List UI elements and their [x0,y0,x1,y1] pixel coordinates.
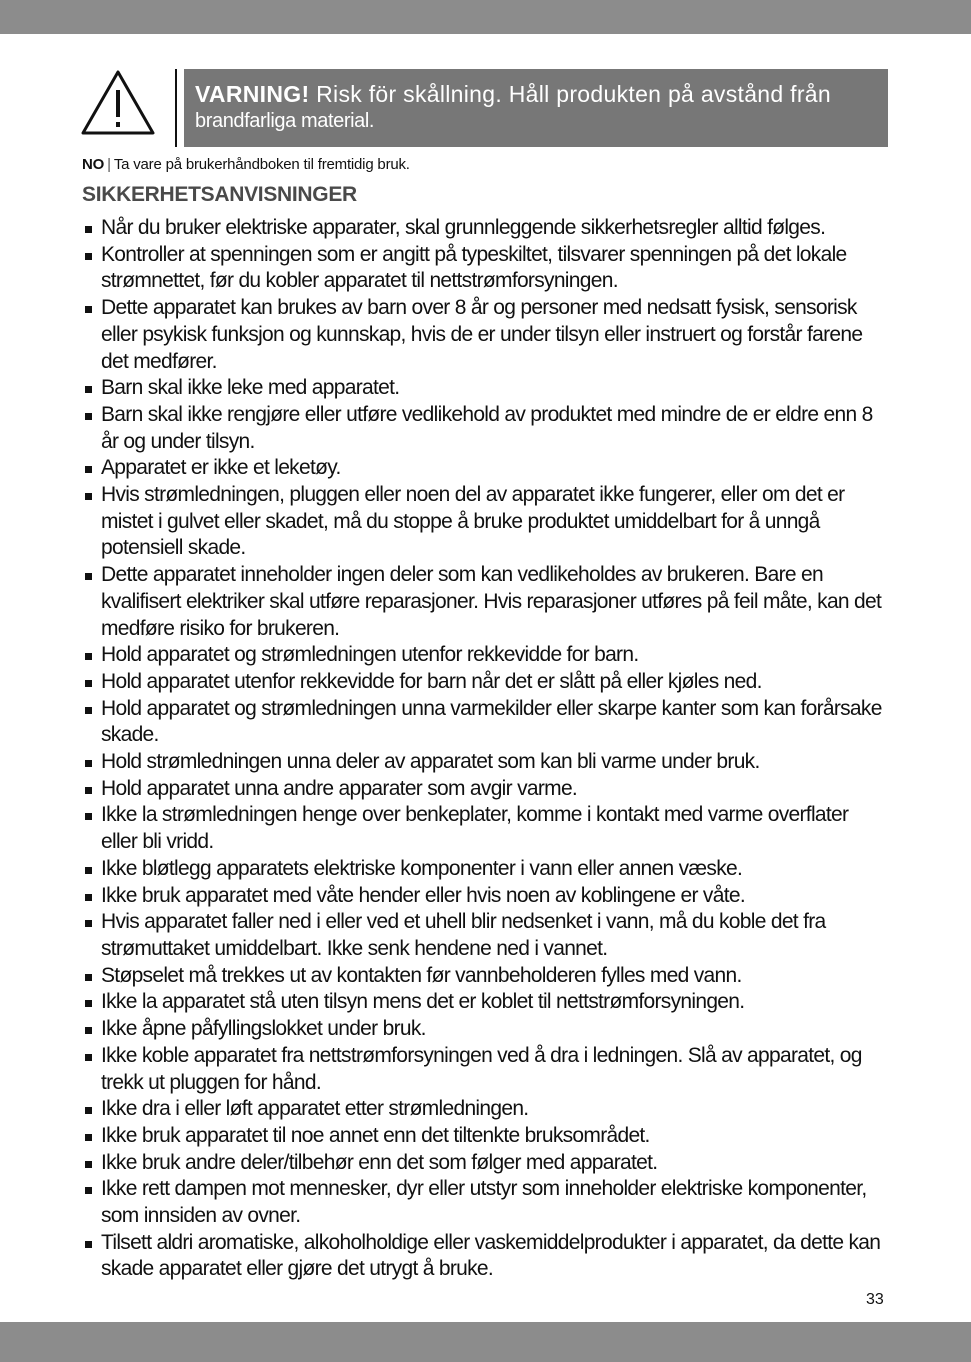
header-bar [0,0,971,34]
list-item: Ikke rett dampen mot mennesker, dyr eller utstyr som inneholder elektriske komponenter, som innsiden av ovner. [82,1176,888,1229]
warning-text: Risk för skållning. Håll produkten på avstånd från [316,81,831,107]
list-item: Ikke bruk apparatet til noe annet enn det tiltenkte bruksområdet. [82,1123,888,1150]
list-item: Ikke bruk andre deler/tilbehør enn det som følger med apparatet. [82,1150,888,1177]
list-item: Dette apparatet kan brukes av barn over 8 år og personer med nedsatt fysisk, sensorisk eller psykisk funksjon og kunnskap, hvis de er under tilsyn eller instruert og forstår farene det medfører. [82,295,888,375]
list-item: Dette apparatet inneholder ingen deler som kan vedlikeholdes av brukeren. Bare en kvalifisert elektriker skal utføre reparasjoner. Hvis reparasjoner utføres på feil måte, kan det medføre risiko for brukeren. [82,562,888,642]
language-code: NO [82,156,105,173]
language-note: Ta vare på brukerhåndboken til fremtidig bruk. [113,156,410,173]
safety-instructions-list [82,215,888,1283]
list-item: Ikke koble apparatet fra nettstrømforsyningen ved å dra i ledningen. Slå av apparatet, og trekk ut pluggen for hånd. [82,1043,888,1096]
list-item: Hold strømledningen unna deler av apparatet som kan bli varme under bruk. [82,749,888,776]
warning-text-line [195,80,876,108]
list-item: Hvis apparatet faller ned i eller ved et uhell blir nedsenket i vann, må du koble det fra strømuttaket umiddelbart. Ikke senk hendene ned i vannet. [82,909,888,962]
warning-text-line2: brandfarliga material. [195,110,375,132]
warning-triangle-icon [80,68,156,136]
language-separator: | [107,156,111,173]
list-item: Ikke bløtlegg apparatets elektriske komponenter i vann eller annen væske. [82,856,888,883]
section-heading: SIKKERHETSANVISNINGER [82,183,357,206]
list-item: Ikke åpne påfyllingslokket under bruk. [82,1016,888,1043]
warning-divider [175,69,177,147]
list-item: Tilsett aldri aromatiske, alkoholholdige eller vaskemiddelprodukter i apparatet, da dette kan skade apparatet eller gjøre det utrygt å bruke. [82,1230,888,1283]
list-item: Barn skal ikke rengjøre eller utføre vedlikehold av produktet med mindre de er eldre enn 8 år og under tilsyn. [82,402,888,455]
list-item: Når du bruker elektriske apparater, skal grunnleggende sikkerhetsregler alltid følges. [82,215,888,242]
page-number: 33 [866,1291,884,1308]
list-item: Ikke dra i eller løft apparatet etter strømledningen. [82,1096,888,1123]
list-item: Hold apparatet og strømledningen utenfor rekkevidde for barn. [82,642,888,669]
list-item: Kontroller at spenningen som er angitt på typeskiltet, tilsvarer spenningen på det lokale strømnettet, før du kobler apparatet til nettstrømforsyningen. [82,242,888,295]
warning-label: VARNING! [195,81,310,107]
warning-box [184,69,888,147]
footer-bar [0,1322,971,1362]
list-item: Ikke la strømledningen henge over benkeplater, komme i kontakt med varme overflater eller bli vridd. [82,802,888,855]
list-item: Ikke bruk apparatet med våte hender eller hvis noen av koblingene er våte. [82,883,888,910]
list-item: Støpselet må trekkes ut av kontakten før vannbeholderen fylles med vann. [82,963,888,990]
list-item: Ikke la apparatet stå uten tilsyn mens det er koblet til nettstrømforsyningen. [82,989,888,1016]
list-item: Barn skal ikke leke med apparatet. [82,375,888,402]
list-item: Hold apparatet utenfor rekkevidde for barn når det er slått på eller kjøles ned. [82,669,888,696]
list-item: Hold apparatet unna andre apparater som avgir varme. [82,776,888,803]
language-line [82,155,410,175]
list-item: Apparatet er ikke et leketøy. [82,455,888,482]
list-item: Hvis strømledningen, pluggen eller noen del av apparatet ikke fungerer, eller om det er mistet i gulvet eller skadet, må du stoppe å bruke produktet umiddelbart for å unngå potensiell skade. [82,482,888,562]
list-item: Hold apparatet og strømledningen unna varmekilder eller skarpe kanter som kan forårsake skade. [82,696,888,749]
